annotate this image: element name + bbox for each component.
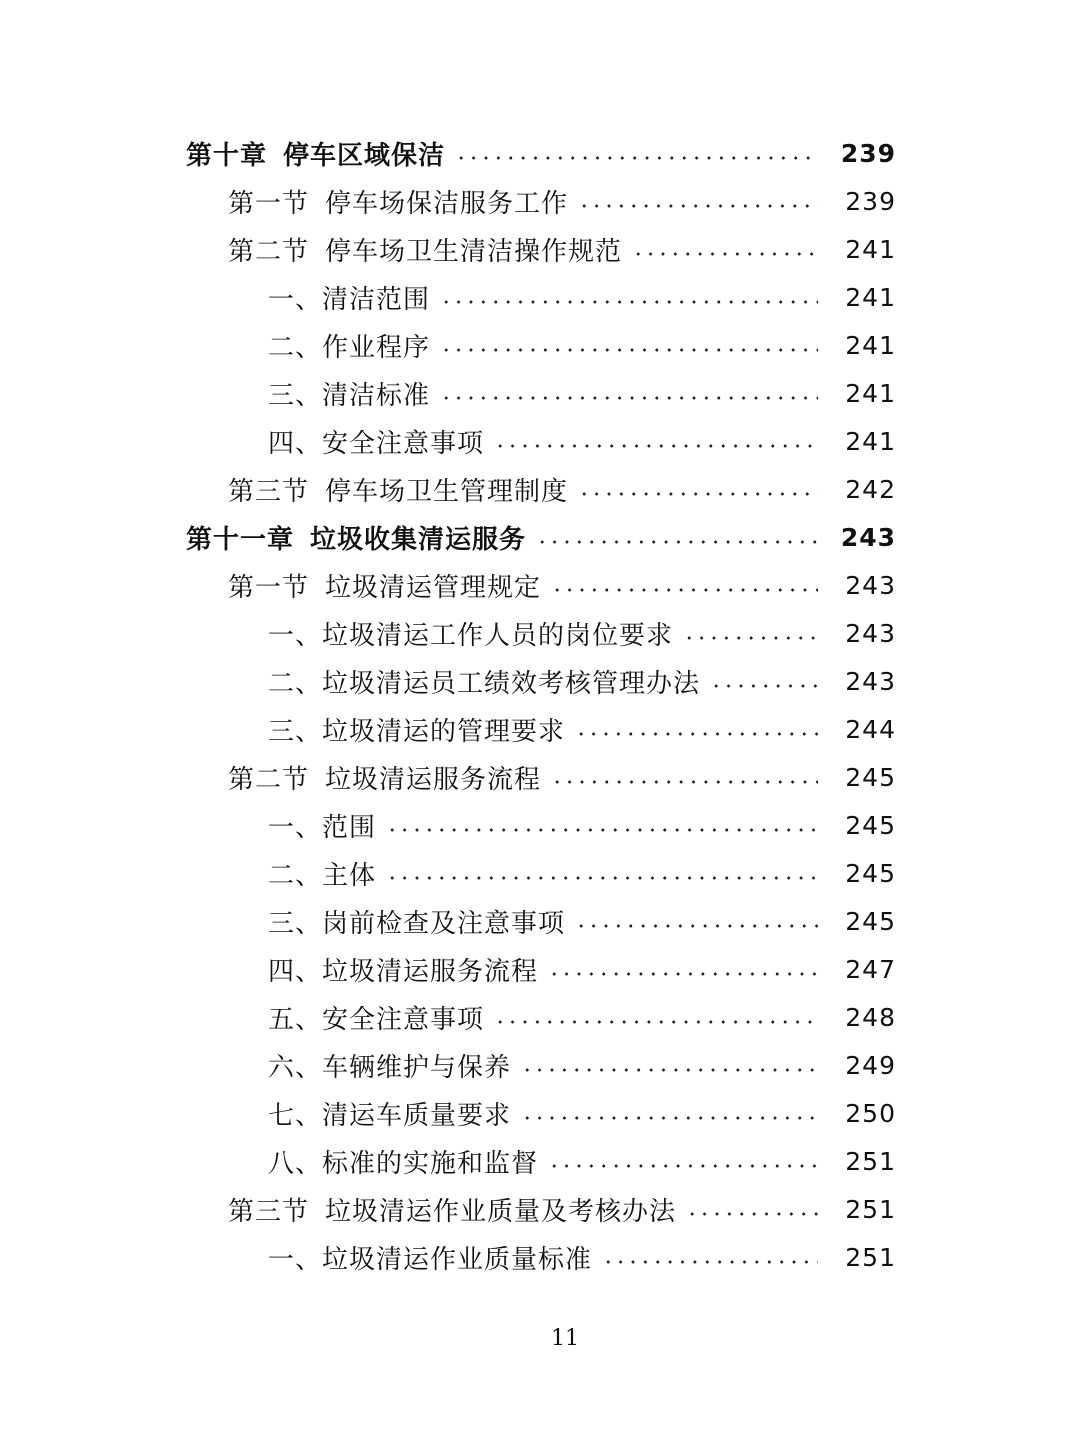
toc-entry-number: 一、 bbox=[268, 284, 323, 315]
toc-section-entry[interactable] bbox=[0, 561, 1080, 609]
toc-entry-title: 垃圾清运作业质量标准 bbox=[322, 1244, 593, 1275]
toc-entry-title: 作业程序 bbox=[322, 332, 431, 363]
toc-entry-label bbox=[228, 759, 541, 796]
toc-section-entry[interactable] bbox=[0, 465, 1080, 513]
toc-entry-page: 243 bbox=[845, 666, 896, 696]
dot-leader bbox=[686, 1212, 818, 1216]
toc-entry-page: 241 bbox=[845, 330, 896, 360]
toc-entry-label bbox=[268, 327, 430, 364]
toc-subsection-entry[interactable] bbox=[0, 273, 1080, 321]
toc-entry-number: 第二节 bbox=[228, 236, 310, 267]
toc-entry-title: 主体 bbox=[322, 860, 377, 891]
dot-leader bbox=[494, 444, 818, 448]
dot-leader bbox=[521, 1068, 818, 1072]
toc-subsection-entry[interactable] bbox=[0, 417, 1080, 465]
dot-leader bbox=[575, 732, 818, 736]
toc-entry-page: 241 bbox=[845, 378, 896, 408]
toc-entry-page: 250 bbox=[845, 1098, 896, 1128]
dot-leader bbox=[632, 252, 818, 256]
dot-leader bbox=[386, 828, 818, 832]
toc-subsection-entry[interactable] bbox=[0, 1089, 1080, 1137]
toc-entry-title: 停车场卫生管理制度 bbox=[325, 476, 569, 507]
toc-entry-label bbox=[268, 1143, 538, 1180]
toc-entry-number: 三、 bbox=[268, 908, 323, 939]
toc-entry-label bbox=[268, 855, 376, 892]
toc-entry-page: 241 bbox=[845, 282, 896, 312]
toc-entry-title: 垃圾清运工作人员的岗位要求 bbox=[322, 620, 674, 651]
toc-section-entry[interactable] bbox=[0, 1185, 1080, 1233]
toc-entry-label bbox=[268, 1047, 511, 1084]
toc-entry-page: 247 bbox=[845, 954, 896, 984]
toc-entry-number: 第三节 bbox=[228, 1196, 310, 1227]
toc-entry-number: 二、 bbox=[268, 332, 323, 363]
dot-leader bbox=[386, 876, 818, 880]
toc-entry-page: 245 bbox=[845, 762, 896, 792]
toc-entry-label bbox=[228, 567, 541, 604]
page-number: 11 bbox=[551, 1326, 579, 1351]
toc-chapter-entry[interactable] bbox=[0, 129, 1080, 177]
toc-entry-label bbox=[228, 183, 568, 220]
toc-subsection-entry[interactable] bbox=[0, 945, 1080, 993]
dot-leader bbox=[548, 972, 818, 976]
toc-entry-number: 五、 bbox=[268, 1004, 323, 1035]
toc-entry-title: 标准的实施和监督 bbox=[322, 1148, 539, 1179]
toc-entry-page: 245 bbox=[845, 906, 896, 936]
toc-entry-label bbox=[268, 1095, 511, 1132]
toc-entry-title: 停车场卫生清洁操作规范 bbox=[325, 236, 623, 267]
toc-entry-number: 第二节 bbox=[228, 764, 310, 795]
toc-entry-page: 245 bbox=[845, 810, 896, 840]
dot-leader bbox=[536, 540, 818, 544]
toc-entry-number: 第一节 bbox=[228, 572, 310, 603]
dot-leader bbox=[551, 780, 818, 784]
toc-entry-number: 第十章 bbox=[186, 140, 268, 171]
toc-entry-page: 239 bbox=[840, 138, 896, 168]
toc-entry-label bbox=[268, 951, 538, 988]
table-of-contents bbox=[0, 129, 1080, 1281]
toc-entry-page: 241 bbox=[845, 234, 896, 264]
toc-entry-page: 242 bbox=[845, 474, 896, 504]
toc-entry-title: 停车区域保洁 bbox=[283, 140, 446, 171]
toc-entry-number: 一、 bbox=[268, 620, 323, 651]
toc-entry-number: 第一节 bbox=[228, 188, 310, 219]
toc-entry-label bbox=[228, 471, 568, 508]
dot-leader bbox=[440, 348, 818, 352]
toc-entry-title: 垃圾清运员工绩效考核管理办法 bbox=[322, 668, 701, 699]
toc-entry-number: 七、 bbox=[268, 1100, 323, 1131]
toc-entry-label bbox=[186, 519, 526, 556]
toc-entry-title: 岗前检查及注意事项 bbox=[322, 908, 566, 939]
toc-section-entry[interactable] bbox=[0, 177, 1080, 225]
toc-subsection-entry[interactable] bbox=[0, 657, 1080, 705]
toc-entry-label bbox=[268, 1239, 592, 1276]
toc-entry-title: 安全注意事项 bbox=[322, 1004, 485, 1035]
toc-entry-title: 垃圾清运服务流程 bbox=[325, 764, 542, 795]
toc-entry-title: 范围 bbox=[322, 812, 377, 843]
toc-entry-label bbox=[268, 807, 376, 844]
toc-entry-number: 四、 bbox=[268, 956, 323, 987]
toc-section-entry[interactable] bbox=[0, 753, 1080, 801]
toc-subsection-entry[interactable] bbox=[0, 801, 1080, 849]
dot-leader bbox=[455, 156, 818, 160]
toc-entry-page: 241 bbox=[845, 426, 896, 456]
toc-entry-label bbox=[268, 279, 430, 316]
dot-leader bbox=[683, 636, 818, 640]
toc-entry-number: 一、 bbox=[268, 812, 323, 843]
dot-leader bbox=[440, 300, 818, 304]
toc-entry-page: 243 bbox=[840, 522, 896, 552]
toc-entry-label bbox=[268, 663, 700, 700]
toc-subsection-entry[interactable] bbox=[0, 1137, 1080, 1185]
dot-leader bbox=[521, 1116, 818, 1120]
toc-subsection-entry[interactable] bbox=[0, 849, 1080, 897]
toc-entry-page: 248 bbox=[845, 1002, 896, 1032]
dot-leader bbox=[578, 492, 818, 496]
dot-leader bbox=[575, 924, 818, 928]
toc-subsection-entry[interactable] bbox=[0, 1233, 1080, 1281]
toc-entry-label bbox=[268, 711, 565, 748]
toc-entry-title: 垃圾收集清运服务 bbox=[310, 524, 527, 555]
toc-subsection-entry[interactable] bbox=[0, 1041, 1080, 1089]
toc-entry-title: 清运车质量要求 bbox=[322, 1100, 512, 1131]
toc-entry-number: 一、 bbox=[268, 1244, 323, 1275]
toc-entry-title: 停车场保洁服务工作 bbox=[325, 188, 569, 219]
toc-entry-label bbox=[186, 135, 445, 172]
toc-chapter-entry[interactable] bbox=[0, 513, 1080, 561]
toc-entry-page: 249 bbox=[845, 1050, 896, 1080]
dot-leader bbox=[710, 684, 818, 688]
toc-entry-number: 二、 bbox=[268, 860, 323, 891]
toc-entry-label bbox=[228, 1191, 676, 1228]
toc-entry-title: 安全注意事项 bbox=[322, 428, 485, 459]
dot-leader bbox=[578, 204, 818, 208]
dot-leader bbox=[551, 588, 818, 592]
toc-entry-title: 车辆维护与保养 bbox=[322, 1052, 512, 1083]
toc-entry-label bbox=[268, 423, 484, 460]
toc-entry-page: 243 bbox=[845, 618, 896, 648]
toc-entry-page: 251 bbox=[845, 1146, 896, 1176]
toc-entry-page: 251 bbox=[845, 1194, 896, 1224]
dot-leader bbox=[440, 396, 818, 400]
toc-subsection-entry[interactable] bbox=[0, 993, 1080, 1041]
toc-entry-label bbox=[268, 903, 565, 940]
toc-section-entry[interactable] bbox=[0, 225, 1080, 273]
toc-subsection-entry[interactable] bbox=[0, 321, 1080, 369]
toc-entry-page: 244 bbox=[845, 714, 896, 744]
toc-subsection-entry[interactable] bbox=[0, 369, 1080, 417]
toc-entry-label bbox=[268, 375, 430, 412]
toc-entry-title: 垃圾清运服务流程 bbox=[322, 956, 539, 987]
toc-entry-label bbox=[228, 231, 622, 268]
toc-subsection-entry[interactable] bbox=[0, 897, 1080, 945]
toc-subsection-entry[interactable] bbox=[0, 609, 1080, 657]
toc-entry-number: 第三节 bbox=[228, 476, 310, 507]
toc-entry-label bbox=[268, 999, 484, 1036]
toc-subsection-entry[interactable] bbox=[0, 705, 1080, 753]
toc-entry-number: 八、 bbox=[268, 1148, 323, 1179]
dot-leader bbox=[602, 1260, 818, 1264]
toc-entry-number: 第十一章 bbox=[186, 524, 295, 555]
toc-entry-number: 三、 bbox=[268, 380, 323, 411]
toc-entry-number: 六、 bbox=[268, 1052, 323, 1083]
dot-leader bbox=[548, 1164, 818, 1168]
toc-entry-number: 四、 bbox=[268, 428, 323, 459]
toc-entry-number: 二、 bbox=[268, 668, 323, 699]
toc-entry-title: 清洁范围 bbox=[322, 284, 431, 315]
toc-entry-title: 清洁标准 bbox=[322, 380, 431, 411]
toc-entry-page: 251 bbox=[845, 1242, 896, 1272]
toc-entry-title: 垃圾清运作业质量及考核办法 bbox=[325, 1196, 677, 1227]
toc-entry-title: 垃圾清运的管理要求 bbox=[322, 716, 566, 747]
toc-entry-page: 245 bbox=[845, 858, 896, 888]
toc-entry-label bbox=[268, 615, 673, 652]
toc-entry-title: 垃圾清运管理规定 bbox=[325, 572, 542, 603]
toc-entry-number: 三、 bbox=[268, 716, 323, 747]
toc-entry-page: 243 bbox=[845, 570, 896, 600]
dot-leader bbox=[494, 1020, 818, 1024]
toc-entry-page: 239 bbox=[845, 186, 896, 216]
